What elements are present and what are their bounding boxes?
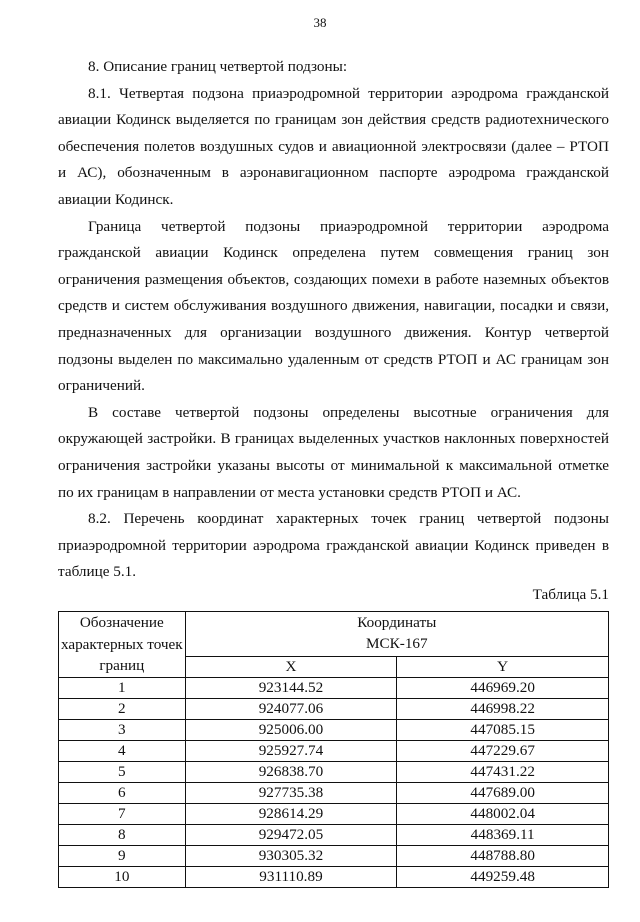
paragraph-8-1: 8.1. Четвертая подзона приаэродромной территории аэродрома гражданской авиации Кодинск выделяется по границам зон действия средств радиотехнического обеспечения полетов воздушных судов и авиационной электросвязи (далее – РТОП и АС), обозначенным в аэронавигационном паспорте аэродрома гражданской авиации Кодинск. bbox=[58, 84, 609, 208]
table-row bbox=[59, 782, 609, 803]
cell-x: 926838.70 bbox=[185, 761, 397, 782]
cell-x: 925006.00 bbox=[185, 719, 397, 740]
cell-point: 6 bbox=[59, 782, 186, 803]
cell-y: 448788.80 bbox=[397, 845, 609, 866]
cell-y: 448002.04 bbox=[397, 803, 609, 824]
header-coordinates-title: Координаты bbox=[357, 614, 437, 631]
table-row bbox=[59, 719, 609, 740]
cell-x: 923144.52 bbox=[185, 677, 397, 698]
header-x: X bbox=[185, 657, 397, 677]
cell-y: 447085.15 bbox=[397, 719, 609, 740]
paragraph-8-2: 8.2. Перечень координат характерных точек границ четвертой подзоны приаэродромной территории аэродрома гражданской авиации Кодинск приведен в таблице 5.1. bbox=[58, 510, 609, 581]
cell-x: 931110.89 bbox=[185, 866, 397, 887]
table-row bbox=[59, 824, 609, 845]
table-row bbox=[59, 761, 609, 782]
cell-y: 449259.48 bbox=[397, 866, 609, 887]
cell-point: 8 bbox=[59, 824, 186, 845]
cell-point: 9 bbox=[59, 845, 186, 866]
cell-y: 446998.22 bbox=[397, 698, 609, 719]
cell-x: 927735.38 bbox=[185, 782, 397, 803]
document-body bbox=[58, 54, 609, 586]
table-row bbox=[59, 740, 609, 761]
cell-x: 930305.32 bbox=[185, 845, 397, 866]
cell-point: 5 bbox=[59, 761, 186, 782]
cell-point: 1 bbox=[59, 677, 186, 698]
table-header-row bbox=[59, 612, 609, 657]
header-coordinates-system: МСК-167 bbox=[366, 635, 428, 652]
cell-y: 448369.11 bbox=[397, 824, 609, 845]
table-row bbox=[59, 803, 609, 824]
page-number: 38 bbox=[313, 15, 327, 30]
cell-y: 447689.00 bbox=[397, 782, 609, 803]
cell-x: 929472.05 bbox=[185, 824, 397, 845]
table-row bbox=[59, 845, 609, 866]
cell-point: 10 bbox=[59, 866, 186, 887]
table-row bbox=[59, 866, 609, 887]
table-caption: Таблица 5.1 bbox=[532, 586, 609, 603]
cell-x: 925927.74 bbox=[185, 740, 397, 761]
table-row bbox=[59, 698, 609, 719]
cell-y: 447431.22 bbox=[397, 761, 609, 782]
cell-y: 447229.67 bbox=[397, 740, 609, 761]
cell-x: 924077.06 bbox=[185, 698, 397, 719]
cell-x: 928614.29 bbox=[185, 803, 397, 824]
paragraph-border-definition: Граница четвертой подзоны приаэродромной территории аэродрома гражданской авиации Кодинск определена путем совмещения границ зон ограничения размещения объектов, создающих помехи в работе наземных объектов средств и систем обслуживания воздушного движения, навигации, посадки и связи, предназначенных для организации воздушного движения. Контур четвертой подзоны выделен по максимально удаленным от средств РТОП и АС границам зон ограничений. bbox=[58, 217, 609, 395]
header-designation: Обозначение характерных точек границ bbox=[59, 612, 186, 678]
table-row bbox=[59, 677, 609, 698]
cell-point: 2 bbox=[59, 698, 186, 719]
cell-y: 446969.20 bbox=[397, 677, 609, 698]
cell-point: 7 bbox=[59, 803, 186, 824]
cell-point: 3 bbox=[59, 719, 186, 740]
section-heading: 8. Описание границ четвертой подзоны: bbox=[88, 58, 348, 75]
header-y: Y bbox=[397, 657, 609, 677]
header-coordinates bbox=[185, 612, 608, 657]
paragraph-height-restrictions: В составе четвертой подзоны определены высотные ограничения для окружающей застройки. В границах выделенных участков наклонных поверхностей ограничения застройки указаны высоты от минимальной к максимальной отметке по их границам в направлении от места установки средств РТОП и АС. bbox=[58, 403, 609, 501]
cell-point: 4 bbox=[59, 740, 186, 761]
coordinates-table bbox=[58, 611, 609, 888]
